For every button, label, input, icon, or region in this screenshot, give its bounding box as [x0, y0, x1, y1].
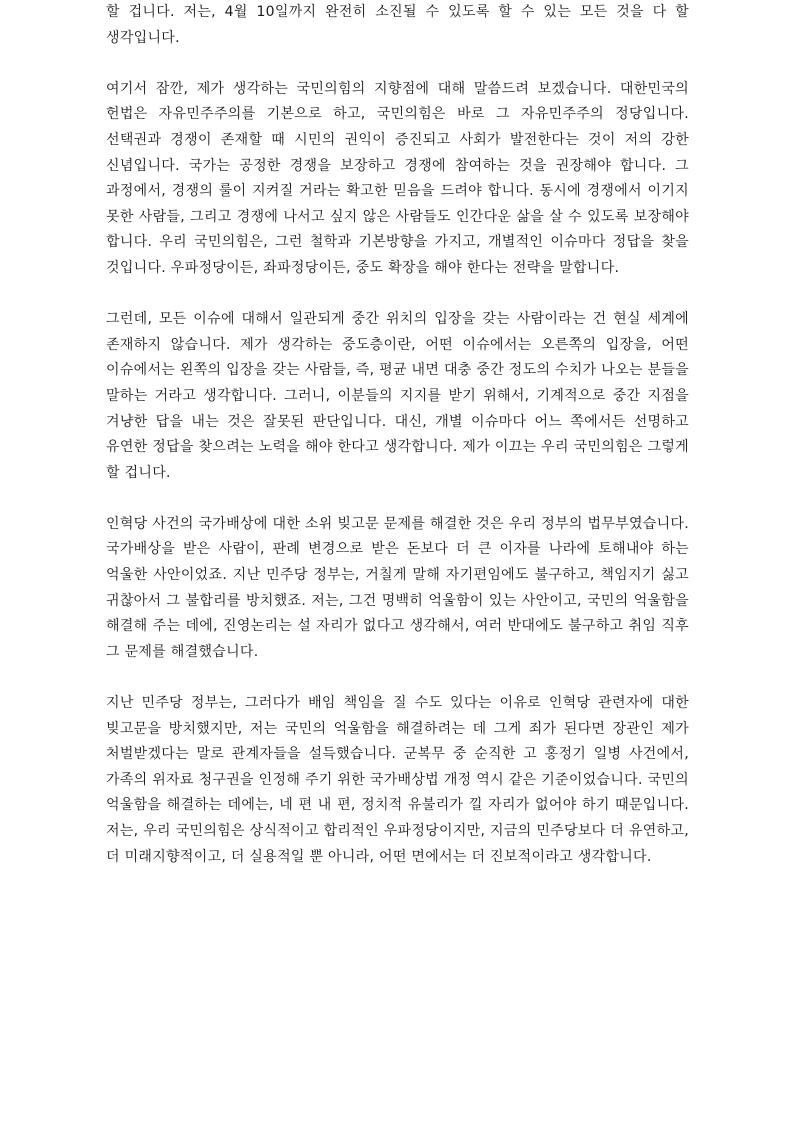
paragraph-1: 할 겁니다. 저는, 4월 10일까지 완전히 소진될 수 있도록 할 수 있는 모든 것을 다 할 생각입니다. — [106, 4, 689, 46]
paragraph-5: 지난 민주당 정부는, 그러다가 배임 책임을 질 수도 있다는 이유로 인혁당 관련자에 대한 빚고문을 방치했지만, 저는 국민의 억울함을 해결하려는 데 그게 죄가 된다면 장관인 제가 처벌받겠다는 말로 관계자들을 설득했습니다. 군복무 중 순직한 고 홍정기 일병 사건에서, 가족의 위자료 청구권을 인정해 주기 위한 국가배상법 개정 역시 같은 기준이었습니다. 국민의 억울함을 해결하는 데에는, 네 편 내 편, 정치적 유불리가 낄 자리가 없어야 하기 때문입니다. 저는, 우리 국민의힘은 상식적이고 합리적인 우파정당이지만, 지금의 민주당보다 더 유연하고, 더 미래지향적이고, 더 실용적일 뿐 아니라, 어떤 면에서는 더 진보적이라고 생각합니다. — [106, 695, 689, 865]
paragraph-2: 여기서 잠깐, 제가 생각하는 국민의힘의 지향점에 대해 말씀드려 보겠습니다. 대한민국의 헌법은 자유민주주의를 기본으로 하고, 국민의힘은 바로 그 자유민주주의 정당입니다. 선택권과 경쟁이 존재할 때 시민의 권익이 증진되고 사회가 발전한다는 것이 저의 강한 신념입니다. 국가는 공정한 경쟁을 보장하고 경쟁에 참여하는 것을 권장해야 합니다. 그 과정에서, 경쟁의 룰이 지켜질 거라는 확고한 믿음을 드려야 합니다. 동시에 경쟁에서 이기지 못한 사람들, 그리고 경쟁에 나서고 싶지 않은 사람들도 인간다운 삶을 살 수 있도록 보장해야 합니다. 우리 국민의힘은, 그런 철학과 기본방향을 가지고, 개별적인 이슈마다 정답을 찾을 것입니다. 우파정당이든, 좌파정당이든, 중도 확장을 해야 한다는 전략을 말합니다. — [106, 80, 689, 276]
document-body — [106, 0, 689, 896]
paragraph-3: 그런데, 모든 이슈에 대해서 일관되게 중간 위치의 입장을 갖는 사람이라는 건 현실 세계에 존재하지 않습니다. 제가 생각하는 중도층이란, 어떤 이슈에서는 오른쪽의 입장을, 어떤 이슈에서는 왼쪽의 입장을 갖는 사람들, 즉, 평균 내면 대충 중간 정도의 수치가 나오는 분들을 말하는 거라고 생각합니다. 그러니, 이분들의 지지를 받기 위해서, 기계적으로 중간 지점을 겨냥한 답을 내는 것은 잘못된 판단입니다. 대신, 개별 이슈마다 어느 쪽에서든 선명하고 유연한 정답을 찾으려는 노력을 해야 한다고 생각합니다. 제가 이끄는 우리 국민의힘은 그렇게 할 겁니다. — [106, 311, 689, 481]
paragraph-4: 인혁당 사건의 국가배상에 대한 소위 빚고문 문제를 해결한 것은 우리 정부의 법무부였습니다. 국가배상을 받은 사람이, 판례 변경으로 받은 돈보다 더 큰 이자를 나라에 토해내야 하는 억울한 사안이었죠. 지난 민주당 정부는, 거칠게 말해 자기편임에도 불구하고, 책임지기 싫고 귀찮아서 그 불합리를 방치했죠. 저는, 그건 명백히 억울함이 있는 사안이고, 국민의 억울함을 해결해 주는 데에, 진영논리는 설 자리가 없다고 생각해서, 여러 반대에도 불구하고 취임 직후 그 문제를 해결했습니다. — [106, 515, 689, 660]
